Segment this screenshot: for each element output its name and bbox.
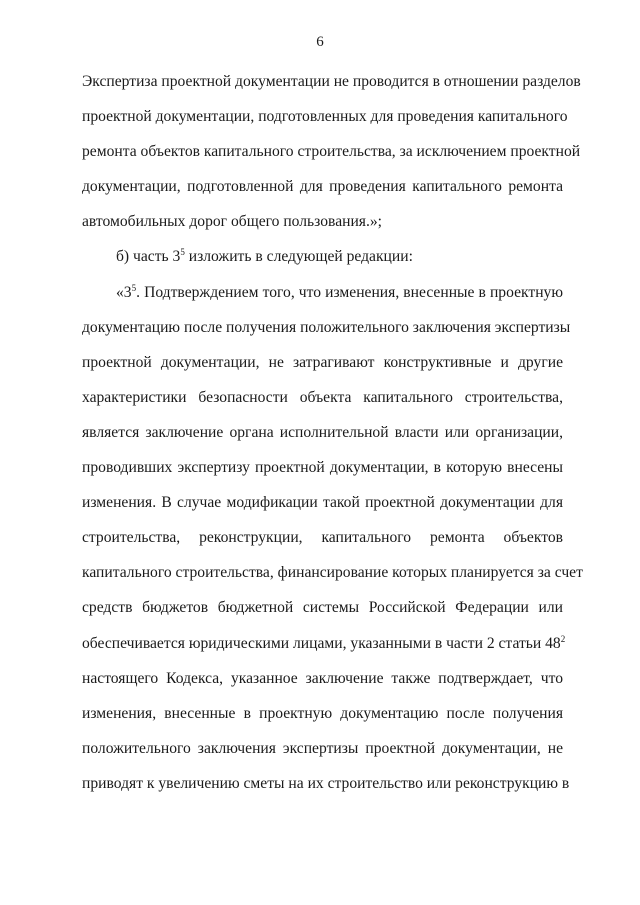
line-pre: обеспечивается юридическими лицами, указанными в части 2 статьи 48 bbox=[82, 634, 561, 652]
text-line-with-superscript bbox=[82, 626, 566, 661]
line-pre: «3 bbox=[116, 283, 132, 301]
text-line: проектной документации, подготовленных для проведения капитального bbox=[82, 108, 568, 126]
quoted-paragraph-start bbox=[82, 275, 563, 310]
text-line: изменения, внесенные в проектную документацию после получения bbox=[82, 704, 563, 722]
superscript: 5 bbox=[180, 247, 185, 258]
page-number: 6 bbox=[316, 34, 324, 50]
document-body bbox=[82, 64, 583, 801]
text-line: средств бюджетов бюджетной системы Российской Федерации или bbox=[82, 599, 563, 617]
superscript: 2 bbox=[560, 633, 566, 644]
amendment-item-b bbox=[82, 239, 563, 274]
line-pre: б) часть 3 bbox=[116, 248, 181, 266]
text-line: документации, подготовленной для проведения капитального ремонта bbox=[82, 178, 563, 196]
text-line: приводят к увеличению сметы на их строительство или реконструкцию в bbox=[82, 774, 570, 792]
line-post: изложить в следующей редакции: bbox=[184, 248, 413, 266]
text-line: настоящего Кодекса, указанное заключение также подтверждает, что bbox=[82, 669, 563, 687]
text-line: изменения. В случае модификации такой проектной документации для bbox=[82, 494, 563, 512]
text-line: является заключение органа исполнительной власти или организации, bbox=[82, 423, 563, 441]
text-line: положительного заключения экспертизы проектной документации, не bbox=[82, 739, 563, 757]
text-line: ремонта объектов капитального строительства, за исключением проектной bbox=[82, 143, 581, 161]
text-line: характеристики безопасности объекта капитального строительства, bbox=[82, 388, 563, 406]
superscript: 5 bbox=[131, 282, 137, 293]
text-line: капитального строительства, финансирование которых планируется за счет bbox=[82, 564, 583, 582]
text-line: проводивших экспертизу проектной документации, в которую внесены bbox=[82, 459, 563, 477]
text-line: строительства, реконструкции, капитального ремонта объектов bbox=[82, 529, 563, 547]
text-line: автомобильных дорог общего пользования.»; bbox=[82, 213, 383, 231]
text-line: проектной документации, не затрагивают конструктивные и другие bbox=[82, 353, 563, 371]
text-line: документацию после получения положительного заключения экспертизы bbox=[82, 318, 571, 336]
text-line: Экспертиза проектной документации не проводится в отношении разделов bbox=[82, 73, 581, 90]
line-post: . Подтверждением того, что изменения, внесенные в проектную bbox=[136, 283, 563, 301]
